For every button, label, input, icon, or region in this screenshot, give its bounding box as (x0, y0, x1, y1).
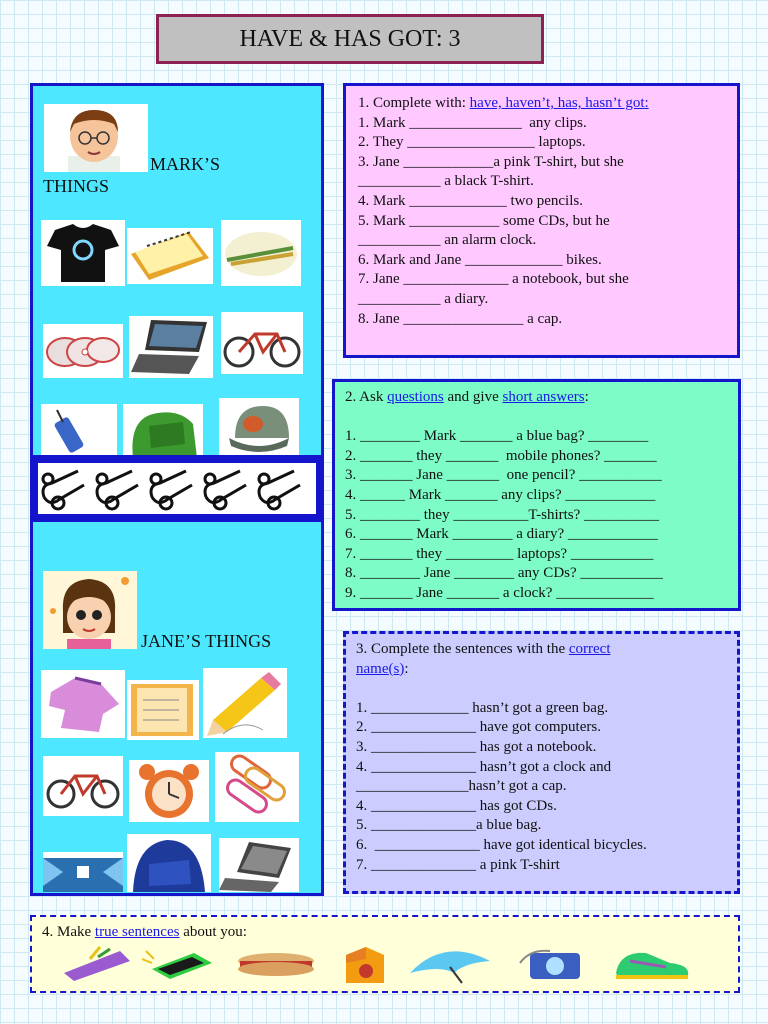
exercise-3-item: 7. ______________ a pink T-shirt (356, 856, 560, 873)
exercise-1-intro-text: 1. Complete with: (358, 95, 470, 111)
exercise-1 (343, 83, 740, 358)
juice-box-icon (338, 941, 392, 987)
sneaker-icon (610, 943, 694, 983)
cds-icon (43, 324, 123, 378)
exercise-4-intro (42, 923, 728, 943)
exercise-3-intro-c: : (404, 660, 409, 677)
exercise-2-item: 2. _______ they _______ mobile phones? _______ (345, 447, 657, 464)
exercise-1-item: ___________ a black T-shirt. (358, 173, 534, 190)
exercise-3-intro-2 (356, 660, 727, 680)
laptop-icon (129, 316, 213, 378)
exercise-3-item: _______________hasn’t got a cap. (356, 778, 567, 795)
spacer (345, 408, 728, 428)
red-bicycle-icon (43, 756, 123, 816)
bicycle-icon (221, 312, 303, 374)
exercise-2-item: 7. _______ they _________ laptops? ___________ (345, 545, 654, 562)
scissors-strip (38, 461, 316, 516)
exercise-1-item: 2. They _________________ laptops. (358, 134, 586, 151)
green-bag-icon (123, 404, 203, 458)
mark-label-2: THINGS (43, 176, 109, 196)
jane-label: JANE’S THINGS (141, 631, 272, 651)
pencils-icon (221, 220, 301, 286)
exercise-4-intro-a: 4. Make (42, 924, 95, 940)
exercise-2 (332, 379, 741, 611)
exercise-3-link-names: name(s) (356, 660, 405, 677)
exercise-2-item: 1. ________ Mark _______ a blue bag? ________ (345, 428, 649, 445)
exercise-3-item: 6. ______________ have got identical bicycles. (356, 836, 647, 853)
exercise-2-item: 6. _______ Mark ________ a diary? ____________ (345, 526, 658, 543)
blue-bag-icon (127, 834, 211, 892)
exercise-2-item: 9. _______ Jane _______ a clock? _____________ (345, 584, 654, 601)
jane-avatar (43, 571, 137, 649)
alarm-clock-icon (129, 760, 209, 822)
pink-tshirt-icon (41, 670, 125, 738)
spacer (356, 679, 727, 699)
exercise-4 (30, 915, 740, 993)
yellow-pencil-icon (203, 668, 287, 738)
exercise-2-link-questions: questions (387, 389, 444, 405)
exercise-1-item: 8. Jane ________________ a cap. (358, 310, 563, 327)
exercise-1-item: 7. Jane ______________ a notebook, but she (358, 271, 629, 288)
sandwich-icon (234, 947, 318, 981)
notebook-icon (127, 228, 213, 284)
exercise-2-link-short-answers: short answers (502, 389, 585, 405)
diary-icon (127, 680, 199, 740)
exercise-3-item: 4. ______________ has got CDs. (356, 797, 557, 814)
exercise-3-link-correct: correct (568, 641, 611, 657)
exercise-3-intro-a: 3. Complete the sentences with the (356, 641, 569, 657)
exercise-1-item: 6. Mark and Jane _____________ bikes. (358, 251, 602, 268)
exercise-3-item: 5. ______________a blue bag. (356, 817, 542, 834)
exercise-1-item: 3. Jane ____________a pink T-shirt, but she (358, 153, 624, 170)
exercise-1-item: 5. Mark ____________ some CDs, but he (358, 212, 610, 229)
exercise-2-item: 8. ________ Jane ________ any CDs? ___________ (345, 565, 663, 582)
exercise-2-intro-a: 2. Ask (345, 389, 388, 405)
exercise-4-link-true-sentences: true sentences (94, 924, 180, 940)
exercise-2-intro (345, 388, 728, 408)
exercise-1-item: ___________ an alarm clock. (358, 232, 537, 249)
cap-icon (219, 398, 299, 458)
mark-avatar (44, 104, 148, 172)
mobile-phone-icon (41, 404, 117, 458)
mobile-phone-2-icon (142, 945, 220, 983)
exercise-3-intro (356, 640, 727, 660)
exercise-3-item: 2. ______________ have got computers. (356, 719, 601, 736)
cd-case-icon (43, 852, 123, 892)
exercise-2-intro-b: and give (443, 389, 503, 405)
pencil-case-icon (60, 945, 134, 983)
tshirt-icon (41, 220, 125, 286)
exercise-2-item: 4. ______ Mark _______ any clips? ____________ (345, 486, 656, 503)
page-title: HAVE & HAS GOT: 3 (156, 14, 544, 64)
exercise-3-item: 4. ______________ hasn’t got a clock and (356, 758, 612, 775)
exercise-2-item: 3. _______ Jane _______ one pencil? ___________ (345, 467, 662, 484)
exercise-1-item: ___________ a diary. (358, 290, 489, 307)
exercise-3-item: 3. ______________ has got a notebook. (356, 738, 597, 755)
mark-label: MARK’S (150, 154, 221, 174)
exercise-4-intro-c: about you: (179, 924, 247, 940)
exercise-3-item: 1. _____________ hasn’t got a green bag. (356, 699, 609, 716)
exercise-1-item: 4. Mark _____________ two pencils. (358, 192, 583, 209)
grey-laptop-icon (219, 838, 299, 892)
exercise-3 (343, 631, 740, 894)
umbrella-icon (404, 943, 496, 985)
exercise-1-intro (358, 94, 725, 114)
exercise-1-item: 1. Mark _______________ any clips. (358, 114, 587, 131)
exercise-1-word-bank: have, haven’t, has, hasn’t got: (469, 95, 649, 111)
camera-icon (510, 943, 600, 983)
exercise-2-intro-c: : (584, 389, 589, 405)
exercise-2-item: 5. ________ they __________T-shirts? __________ (345, 506, 660, 523)
clips-icon (215, 752, 299, 822)
